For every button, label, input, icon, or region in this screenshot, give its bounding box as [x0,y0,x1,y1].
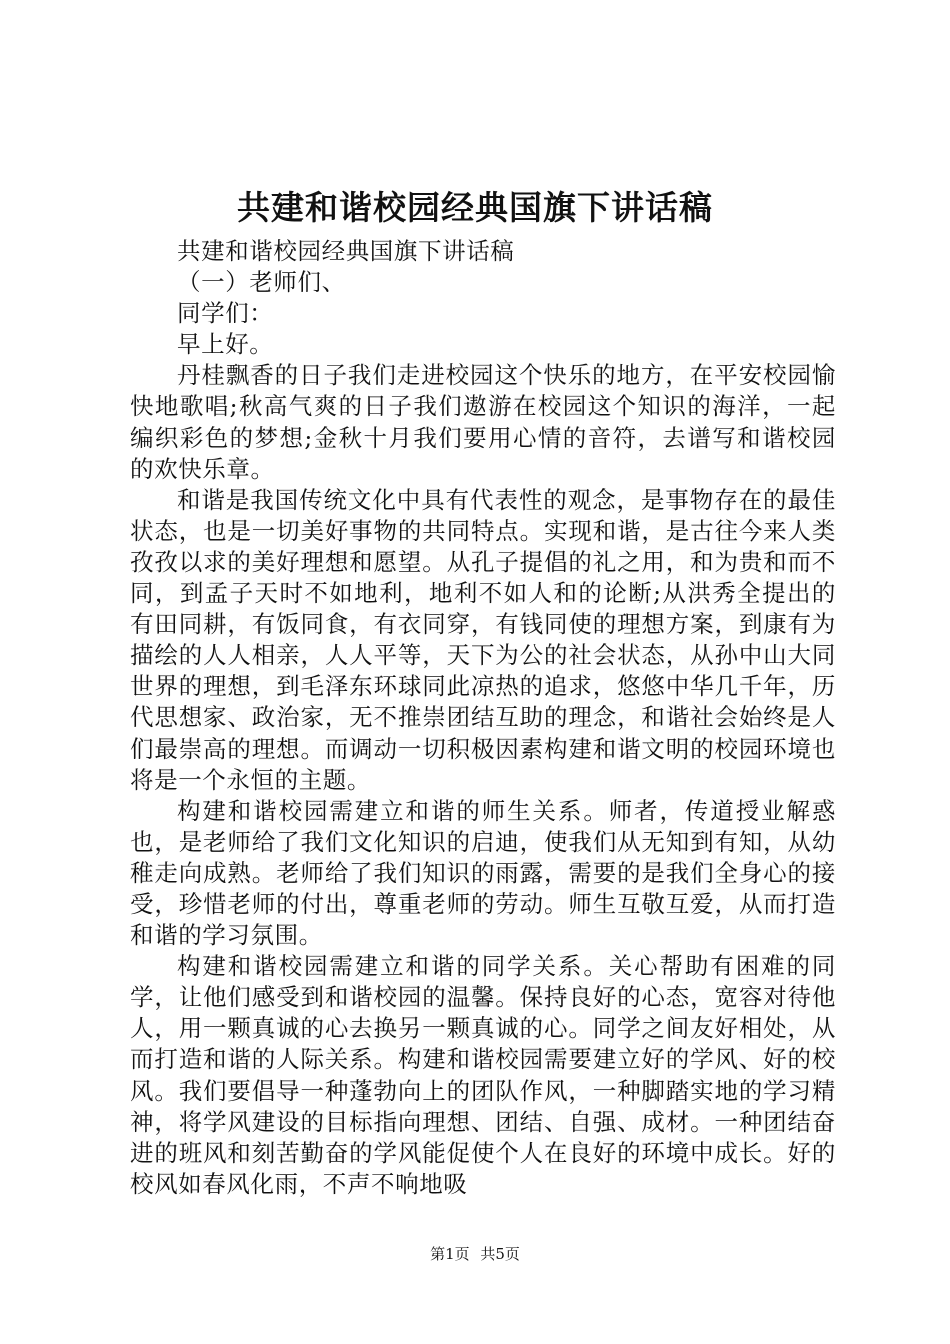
paragraph: 共建和谐校园经典国旗下讲话稿 [177,237,515,265]
paragraph: 和谐是我国传统文化中具有代表性的观念，是事物存在的最佳状态，也是一切美好事物的共同特点。实现和谐，是古往今来人类孜孜以求的美好理想和愿望。从孔子提倡的礼之用，和为贵和而不同，到孟子天时不如地利，地利不如人和的论断;从洪秀全提出的有田同耕，有饭同食，有衣同穿，有钱同使的理想方案，到康有为描绘的人人相亲，人人平等，天下为公的社会状态，从孙中山大同世界的理想，到毛泽东环球同此凉热的追求，悠悠中华几千年，历代思想家、政治家，无不推崇团结互助的理念，和谐社会始终是人们最崇高的理想。而调动一切积极因素构建和谐文明的校园环境也将是一个永恒的主题。 [130,485,836,794]
page-footer [0,1244,950,1264]
paragraph: 早上好。 [177,330,274,359]
paragraph: 丹桂飘香的日子我们走进校园这个快乐的地方，在平安校园愉快地歌唱;秋高气爽的日子我们遨游在校园这个知识的海洋，一起编织彩色的梦想;金秋十月我们要用心情的音符，去谱写和谐校园的欢快乐章。 [130,361,836,483]
page-number: 第1页 [430,1245,470,1263]
document-body [130,236,836,1200]
page-total: 共5页 [480,1245,520,1263]
document-title: 共建和谐校园经典国旗下讲话稿 [237,188,713,227]
paragraph: 同学们： [177,299,274,328]
paragraph: 构建和谐校园需建立和谐的师生关系。师者，传道授业解惑也，是老师给了我们文化知识的启迪，使我们从无知到有知，从幼稚走向成熟。老师给了我们知识的雨露，需要的是我们全身心的接受，珍惜老师的付出，尊重老师的劳动。师生互敬互爱，从而打造和谐的学习氛围。 [130,796,836,950]
paragraph: （一）老师们、 [177,268,346,297]
paragraph: 构建和谐校园需建立和谐的同学关系。关心帮助有困难的同学，让他们感受到和谐校园的温馨。保持良好的心态，宽容对待他人，用一颗真诚的心去换另一颗真诚的心。同学之间友好相处，从而打造和谐的人际关系。构建和谐校园需要建立好的学风、好的校风。我们要倡导一种蓬勃向上的团队作风，一种脚踏实地的学习精神，将学风建设的目标指向理想、团结、自强、成材。一种团结奋进的班风和刻苦勤奋的学风能促使个人在良好的环境中成长。好的校风如春风化雨，不声不响地吸 [130,952,836,1198]
